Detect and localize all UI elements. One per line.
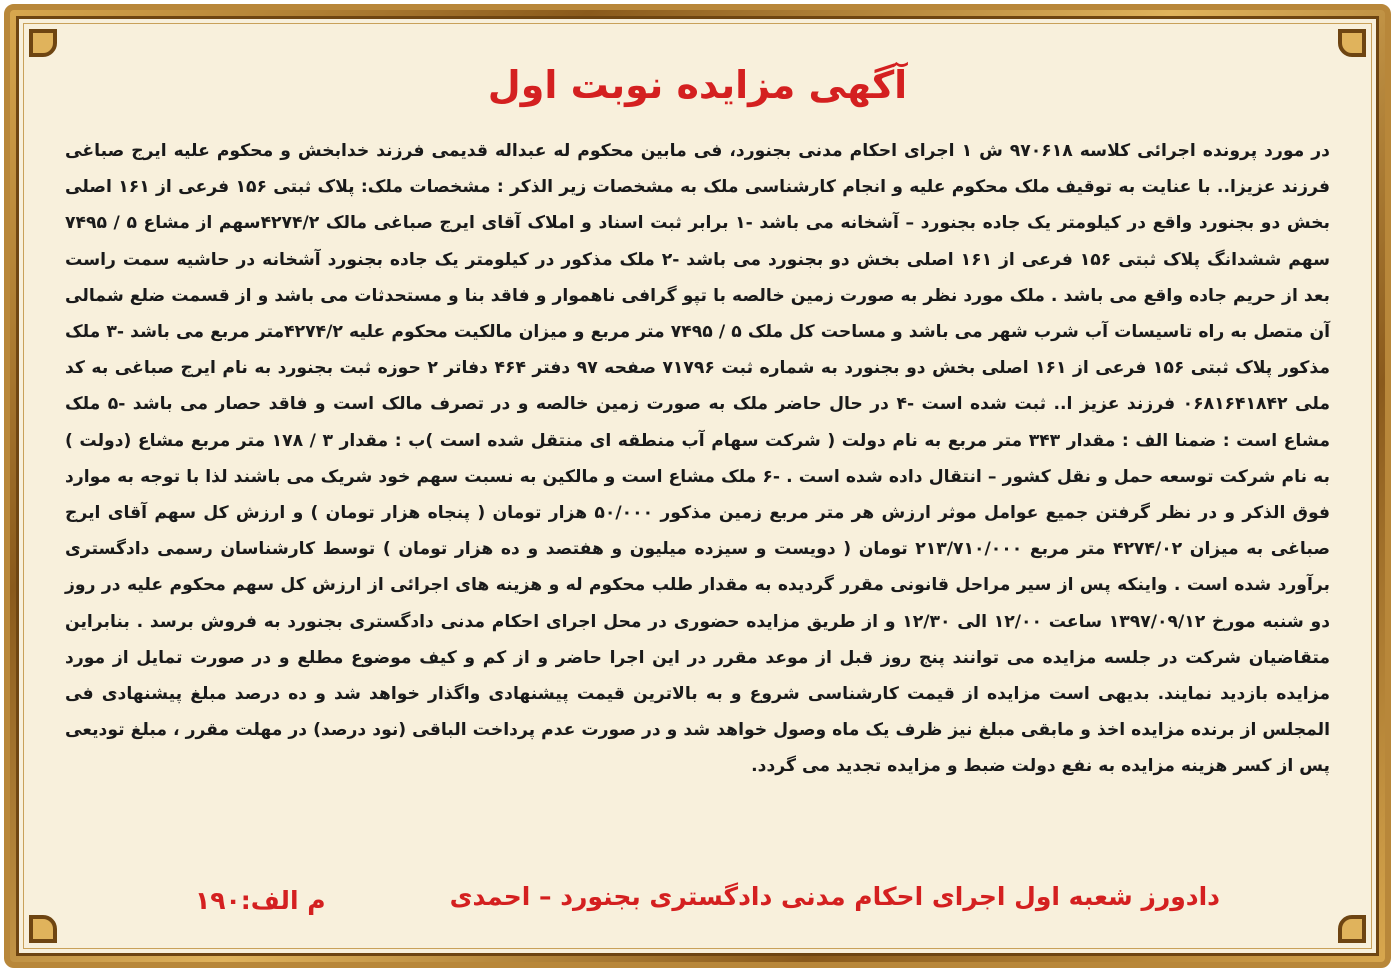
frame-corner-ornament: [29, 915, 57, 943]
frame-corner-ornament: [1338, 29, 1366, 57]
notice-body: در مورد پرونده اجرائی کلاسه ۹۷۰۶۱۸ ش ۱ اجرای احکام مدنی بجنورد، فی مابین محکوم له عبداله قدیمی فرزند خدابخش و محکوم علیه ایرج صباغی فرزند عزیزا.. با عنایت به توقیف ملک محکوم علیه و انجام کارشناسی ملک به مشخصات زیر الذکر : مشخصات ملک: پلاک ثبتی ۱۵۶ فرعی از ۱۶۱ اصلی بخش دو بجنورد واقع در کیلومتر یک جاده بجنورد – آشخانه می باشد -۱ برابر ثبت اسناد و املاک آقای ایرج صباغی مالک ۴۲۷۴/۲سهم از مشاع ۵ / ۷۴۹۵ سهم ششدانگ پلاک ثبتی ۱۵۶ فرعی از ۱۶۱ اصلی بخش دو بجنورد می باشد -۲ ملک مذکور در کیلومتر یک جاده بجنورد آشخانه در حاشیه سمت راست بعد از حریم جاده واقع می باشد . ملک مورد نظر به صورت زمین خالصه با تپو گرافی ناهموار و فاقد بنا و مستحدثات می باشد و از قسمت ضلع شمالی آن متصل به راه تاسیسات آب شرب شهر می باشد و مساحت کل ملک ۵ / ۷۴۹۵ متر مربع و میزان مالکیت محکوم علیه ۴۲۷۴/۲متر مربع می باشد -۳ ملک مذکور پلاک ثبتی ۱۵۶ فرعی از ۱۶۱ اصلی بخش دو بجنورد به شماره ثبت ۷۱۷۹۶ صفحه ۹۷ دفتر ۴۶۴ دفاتر ۲ حوزه ثبت بجنورد به نام ایرج صباغی به کد ملی ۰۶۸۱۶۴۱۸۴۲ فرزند عزیز ا.. ثبت شده است -۴ در حال حاضر ملک به صورت زمین خالصه و در تصرف مالک است و فاقد حصار می باشد -۵ ملک مشاع است : ضمنا الف : مقدار ۳۴۳ متر مربع به نام دولت ( شرکت سهام آب منطقه ای منتقل شده است )ب : مقدار ۳ / ۱۷۸ متر مربع مشاع (دولت ) به نام شرکت توسعه حمل و نقل کشور – انتقال داده شده است . -۶ ملک مشاع است و مالکین به نسبت سهم خود شریک می باشند لذا با توجه به موارد فوق الذکر و در نظر گرفتن جمیع عوامل موثر ارزش هر متر مربع زمین مذکور ۵۰/۰۰۰ هزار تومان ( پنجاه هزار تومان ) و ارزش کل سهم آقای ایرج صباغی به میزان ۴۲۷۴/۰۲ متر مربع ۲۱۳/۷۱۰/۰۰۰ تومان ( دویست و سیزده میلیون و هفتصد و ده هزار تومان ) توسط کارشناسان رسمی دادگستری برآورد شده است . واینکه پس از سیر مراحل قانونی مقرر گردیده به مقدار طلب محکوم له و هزینه های اجرائی از ارزش کل سهم محکوم علیه در روز دو شنبه مورخ ۱۳۹۷/۰۹/۱۲ ساعت ۱۲/۰۰ الی ۱۲/۳۰ و از طریق مزایده حضوری در محل اجرای احکام مدنی دادگستری بجنورد به فروش برسد . بنابراین متقاضیان شرکت در جلسه مزایده می توانند پنج روز قبل از موعد مقرر در این اجرا حاضر و از کم و کیف موضوع مطلع و در صورت تمایل از مورد مزایده بازدید نمایند. بدیهی است مزایده از قیمت کارشناسی شروع و به بالاترین قیمت پیشنهادی واگذار خواهد شد و ده درصد مبلغ پیشنهادی فی المجلس از برنده مزایده اخذ و مابقی مبلغ نیز ظرف یک ماه وصول خواهد شد و در صورت عدم پرداخت الباقی (نود درصد) در مهلت مقرر ، مبلغ تودیعی پس از کسر هزینه مزایده به نفع دولت ضبط و مزایده تجدید می گردد.: [65, 141, 1331, 777]
notice-content: [65, 55, 1330, 929]
frame-corner-ornament: [29, 29, 57, 57]
notice-paper: [16, 16, 1379, 956]
notice-title: آگهی مزایده نوبت اول: [487, 63, 908, 107]
frame-corner-ornament: [1338, 915, 1366, 943]
signature-line: دادورز شعبه اول اجرای احکام مدنی دادگستری بجنورد – احمدی: [449, 882, 1220, 911]
reference-code: م الف:۱۹۰: [195, 886, 326, 915]
notice-footer: [65, 877, 1330, 917]
